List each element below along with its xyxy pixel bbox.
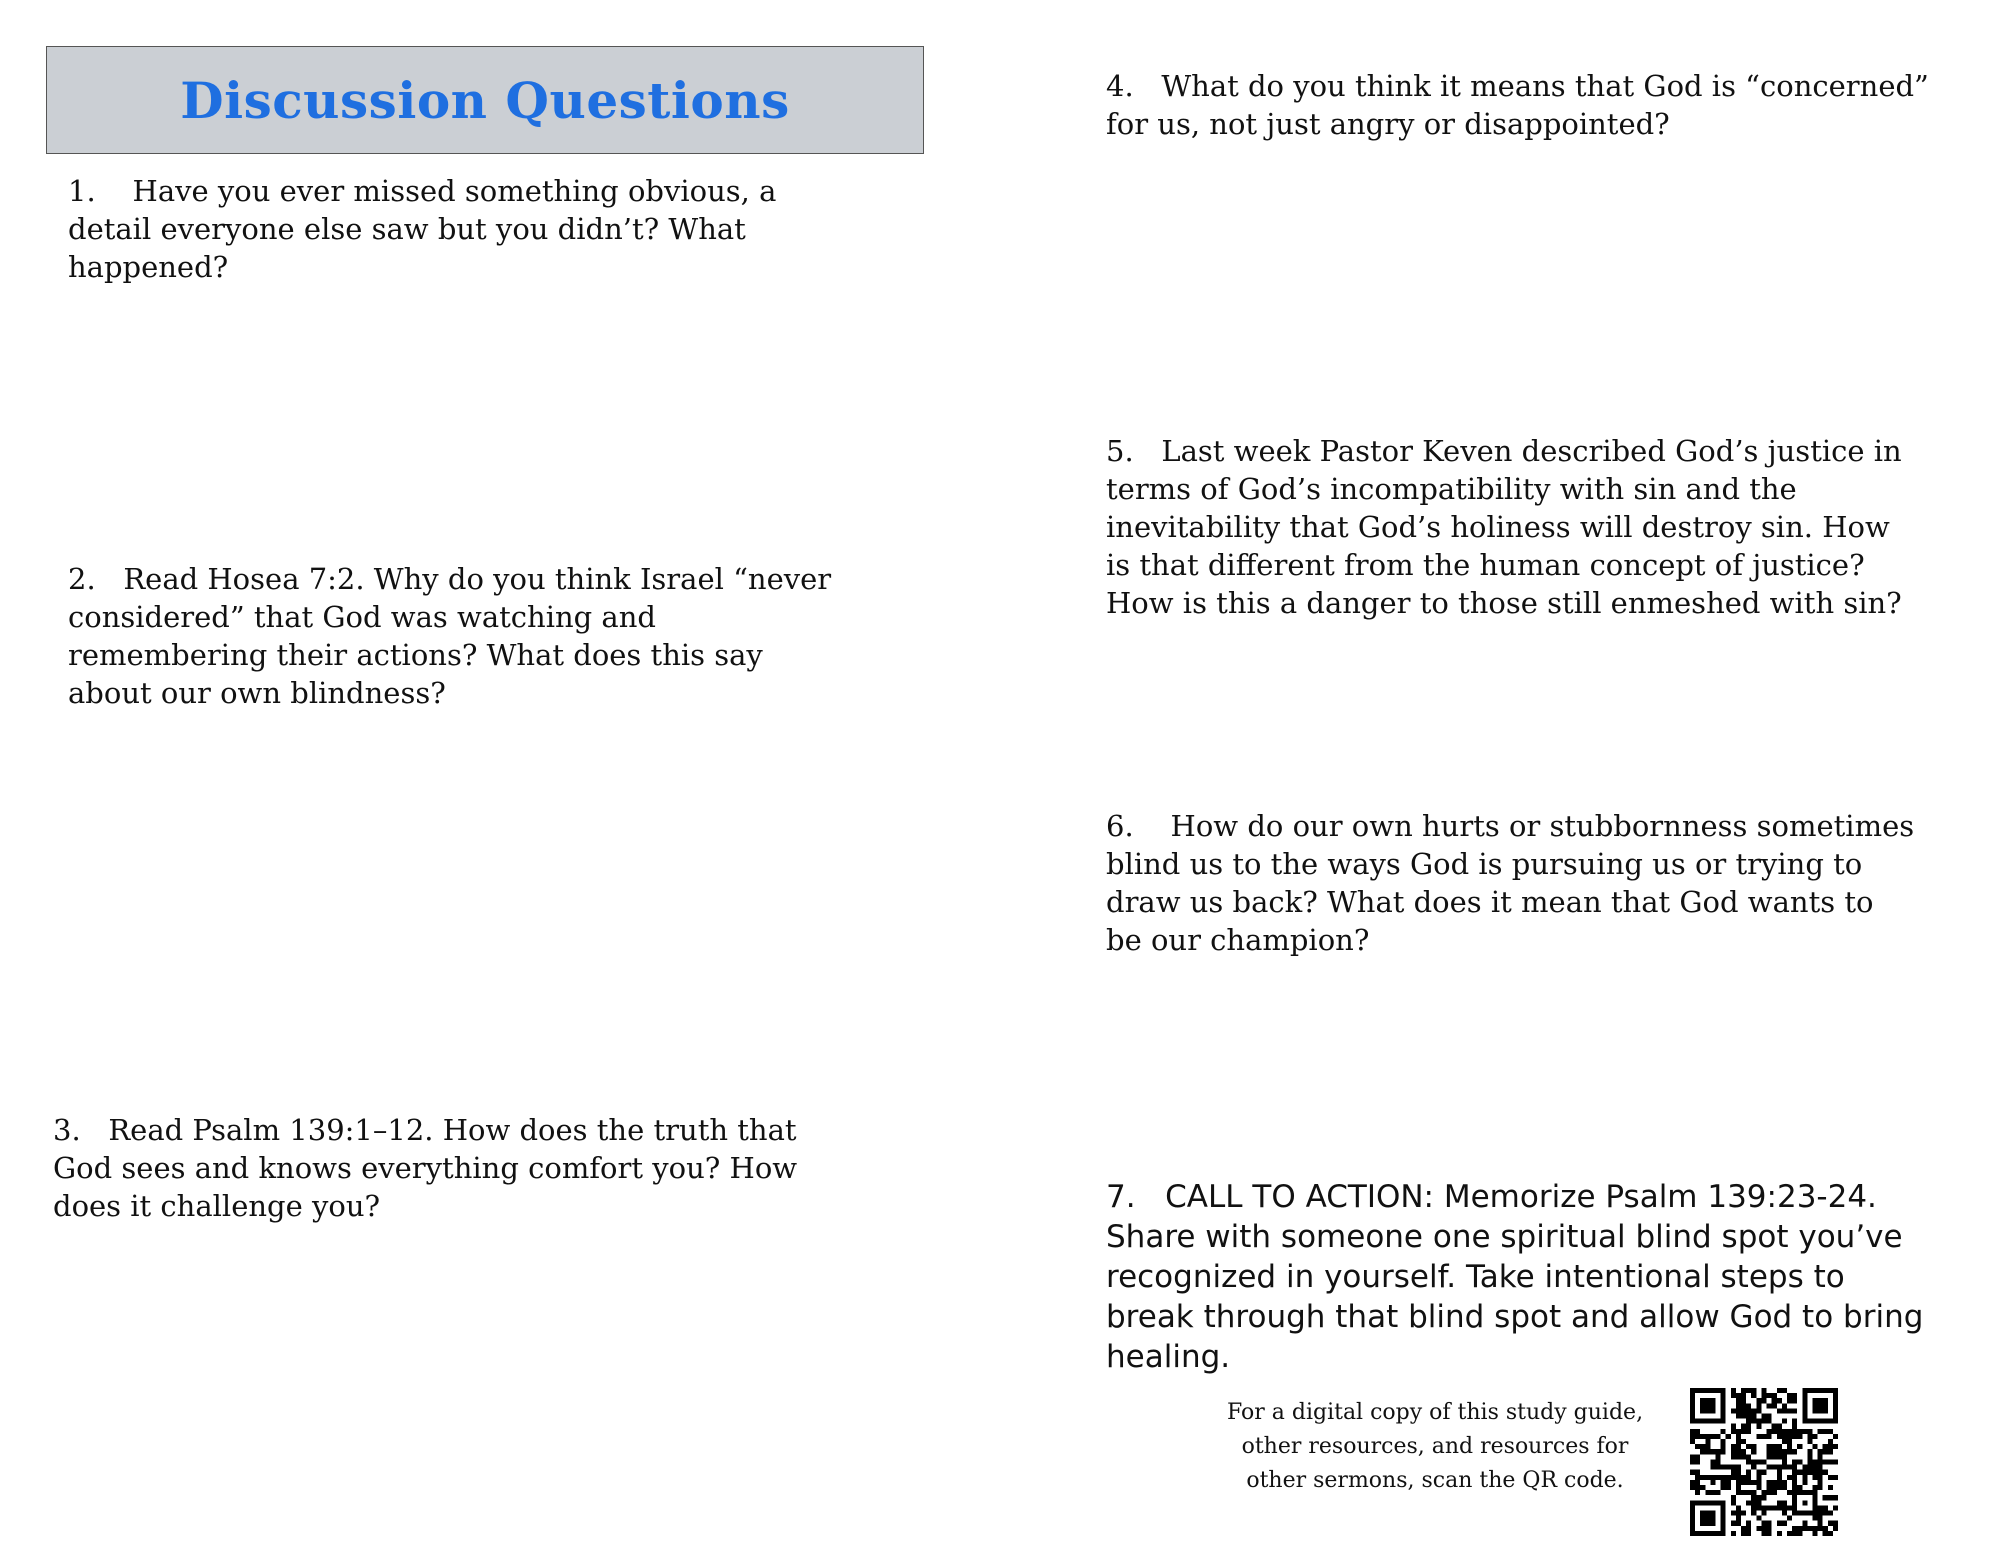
question-number: 6. [1106,809,1171,843]
note-line: For a digital copy of this study guide, [1226,1400,1644,1425]
question-6 [1106,807,1916,959]
question-number: 3. [53,1113,109,1147]
question-5 [1106,432,1916,622]
page-title: Discussion Questions [180,70,790,130]
question-2 [68,560,848,712]
title-box [46,46,924,154]
note-line: other resources, and resources for [1241,1434,1629,1459]
question-text: Last week Pastor Keven described God’s justice in terms of God’s incompatibility with sin and the inevitability that God’s holiness will destroy sin. How is that different from the human concept of justice? How is this a danger to those still enmeshed with sin? [1106,434,1902,620]
digital-copy-note [1215,1396,1655,1498]
qr-code-icon[interactable] [1690,1388,1838,1536]
question-text: Read Psalm 139:1–12. How does the truth that God sees and knows everything comfort you? How does it challenge you? [53,1113,798,1223]
question-number: 5. [1106,434,1162,468]
question-number: 2. [68,562,124,596]
question-number: 7. [1106,1179,1166,1215]
question-3 [53,1111,843,1225]
question-1 [68,172,848,286]
question-text: CALL TO ACTION: Memorize Psalm 139:23-24. Share with someone one spiritual blind spot you’ve recognized in yourself. Take intentional steps to break through that blind spot and allow God to bring healing. [1106,1179,1924,1375]
note-line: other sermons, scan the QR code. [1246,1468,1624,1493]
question-text: Read Hosea 7:2. Why do you think Israel “never considered” that God was watching and remembering their actions? What does this say about our own blindness? [68,562,832,710]
question-7-call-to-action [1106,1177,1936,1377]
question-number: 1. [68,174,133,208]
question-text: What do you think it means that God is “concerned” for us, not just angry or disappointed? [1106,69,1929,141]
question-4 [1106,67,1936,143]
question-text: Have you ever missed something obvious, a detail everyone else saw but you didn’t? What happened? [68,174,777,284]
question-number: 4. [1106,69,1162,103]
question-text: How do our own hurts or stubbornness sometimes blind us to the ways God is pursuing us or trying to draw us back? What does it mean that God wants to be our champion? [1106,809,1915,957]
